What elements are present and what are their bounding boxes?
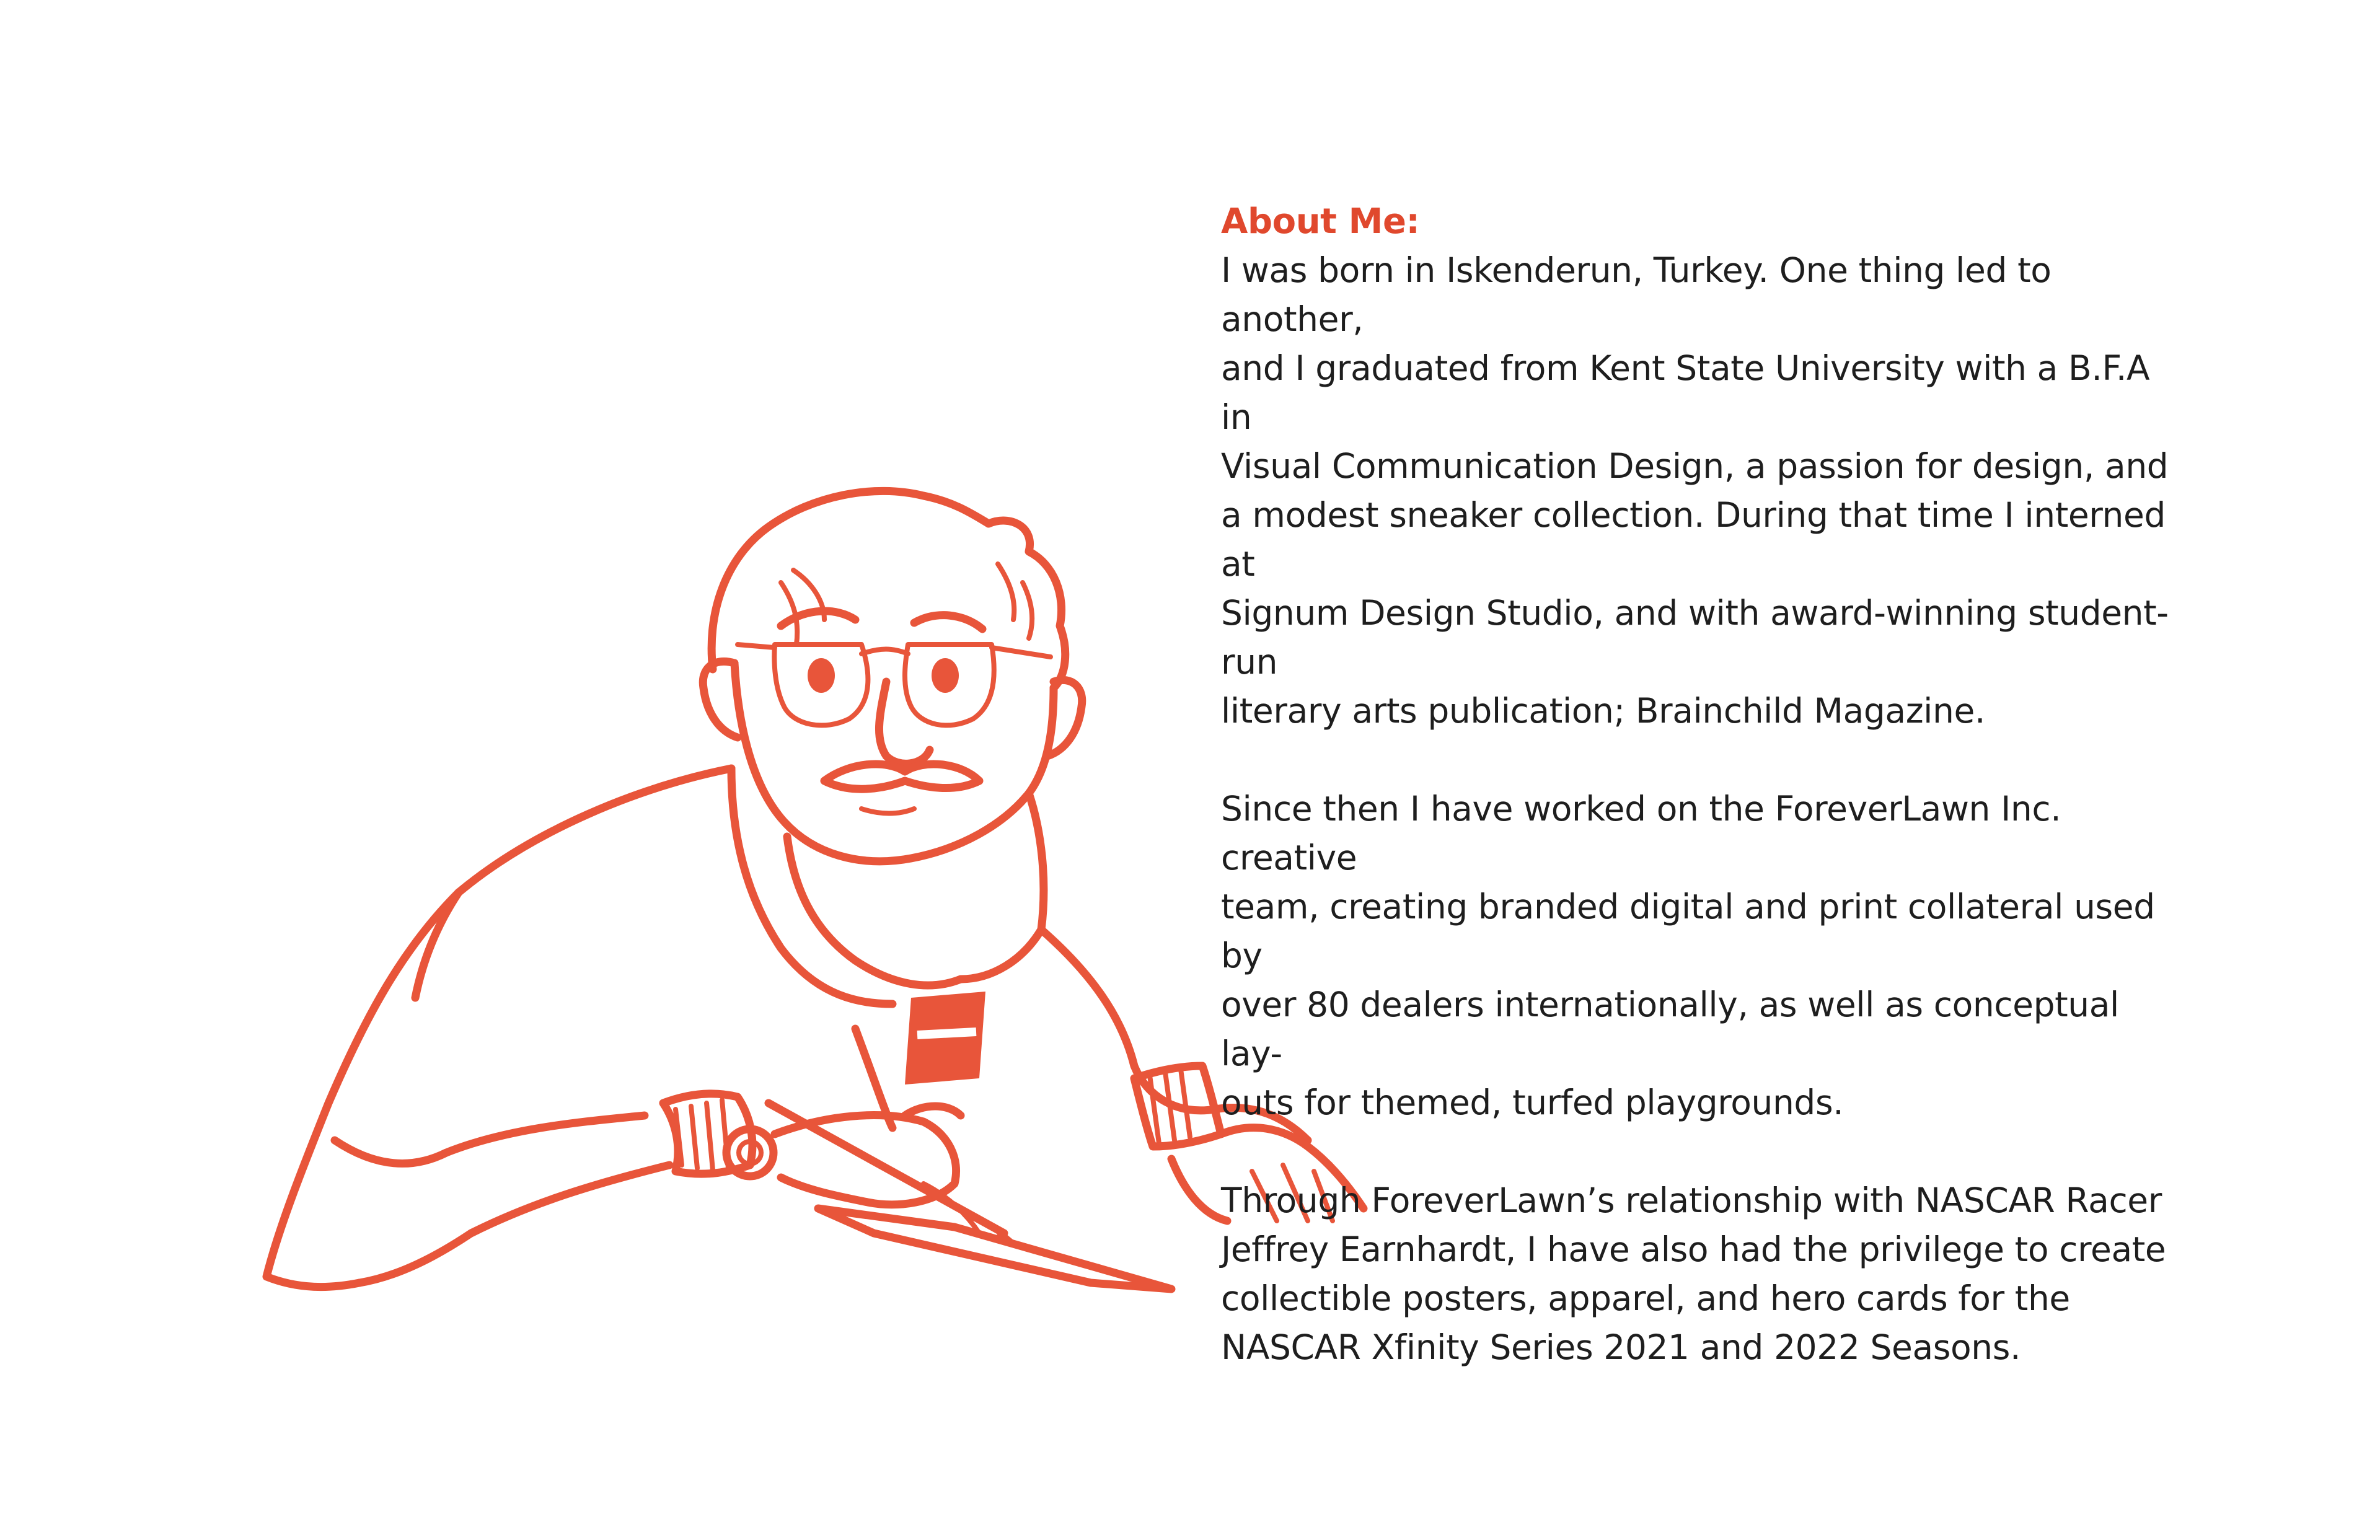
about-paragraph-1: I was born in Iskenderun, Turkey. One thing led to another, and I graduated from Kent State University with a B.F.A in Visual Communication Design, a passion for design, and a modest sneaker collection. During that time I interned at Signum Design Studio, and with award-winning student-run literary arts publication; Brainchild Magazine.: [1221, 250, 2169, 731]
about-heading: About Me:: [1221, 201, 1420, 242]
sweater-outline: [267, 768, 731, 1287]
paper: [818, 1208, 1171, 1289]
about-paragraph-2: Since then I have worked on the ForeverLawn Inc. creative team, creating branded digital and print collateral used by over 80 dealers internationally, as well as conceptual lay- outs for themed, turfed playgrounds.: [1221, 789, 2155, 1122]
sweater-badge: [905, 992, 985, 1085]
about-section: [1221, 197, 2188, 1372]
about-paragraph-3: Through ForeverLawn’s relationship with NASCAR Racer Jeffrey Earnhardt, I have also had the privilege to create collectible posters, apparel, and hero cards for the NASCAR Xfinity Series 2021 and 2022 Seasons.: [1221, 1181, 2166, 1367]
